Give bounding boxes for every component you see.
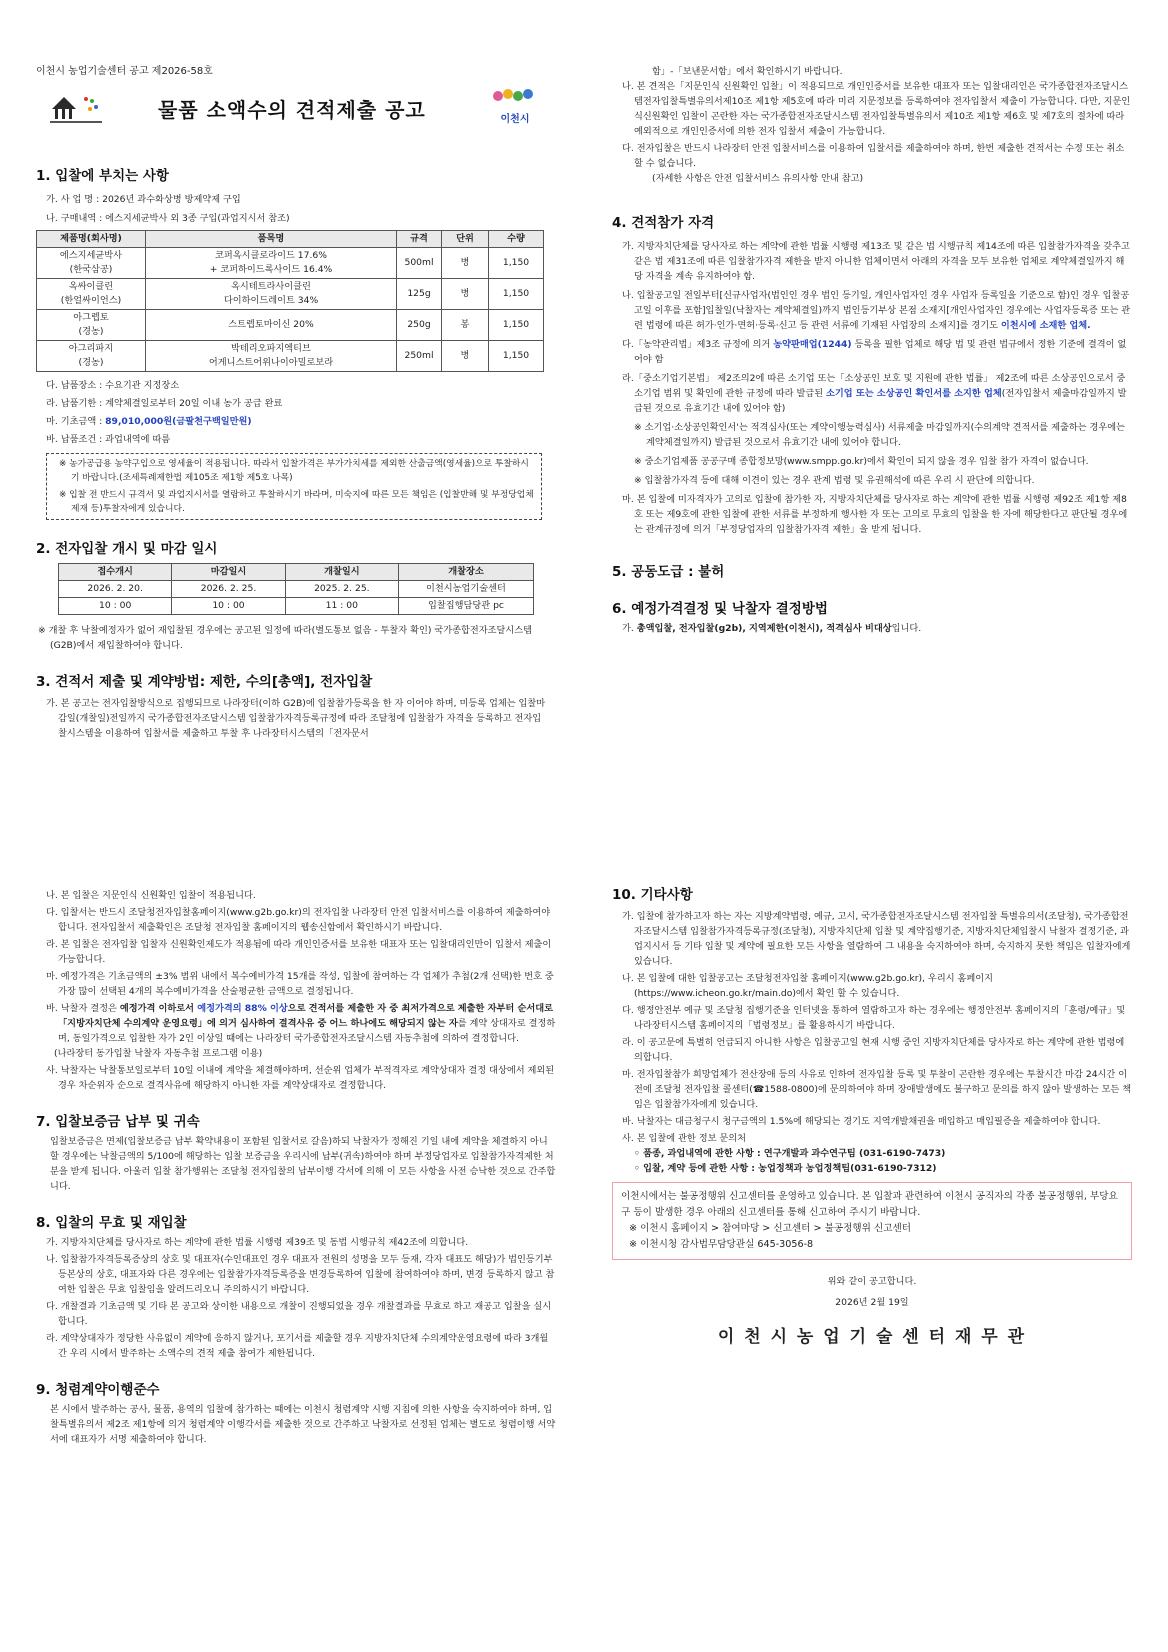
p2-s3-item-ba: 바. 낙찰자 결정은 예정가격 이하로서 예정가격의 88% 이상으로 견적서를 제출한 자 중 최저가격으로 제출한 자부터 순서대로 「지방자치단체 수의계약 운영요령」에 의거 심사하여 결격사유 중 어느 하나에도 해당되지 않는 자를 계약 상대자로 결정하며, 동일가격으로 입찰한 자가 2인 이상일 때에는 나라장터 국가종합전자조달시스템 자동추첨에 의하여 결정합니다. [46, 1003, 556, 1044]
unit-cell: 봉 [442, 310, 489, 341]
s1-note-box [46, 453, 542, 520]
schedule-cell: 2026. 2. 25. [172, 581, 285, 598]
unit-cell: 병 [442, 279, 489, 310]
col-header: 마감일시 [172, 564, 285, 581]
s3-item-da: 다. 전자입찰은 반드시 나라장터 안전 입찰서비스를 이용하여 입찰서를 제출하여야 하며, 한번 제출한 견적서는 수정 또는 취소할 수 없습니다. [622, 143, 1125, 169]
col-header: 접수개시 [59, 564, 172, 581]
s4-item-ma: 마. 본 입찰에 미자격자가 고의로 입찰에 참가한 자, 지방자치단체를 당사자로 하는 계약에 관한 법률 시행령 제92조 제1항 제8호 또는 제9호에 관한 입찰에 관한 서류를 부정하게 행사한 자 또는 고의로 무효의 입찰을 한 자에 해당한다고 판단될 경우에는 관계규정에 의거「부정당업자의 입찰참가자격 제한」을 받게 됩니다. [622, 494, 1128, 535]
s8-item-da: 다. 개찰결과 기초금액 및 기타 본 공고와 상이한 내용으로 개찰이 진행되었을 경우 개찰결과를 무효로 하고 재공고 입찰을 실시합니다. [46, 1301, 552, 1327]
s3-item-na: 나. 본 견적은「지문인식 신원확인 입찰」이 적용되므로 개인인증서를 보유한 대표자 또는 입찰대리인은 국가종합전자조달시스템전자입찰특별유의서제10조 제1항 제5호에 따라 미리 지문정보를 등록하여야 전자입찰서 제출이 가능합니다. 다만, 지문인식신원확인 입찰이 곤란한 자는 국가종합전자조달시스템 전자입찰특별유의서 제10조 제1항 제6호 및 제7호의 절차에 따라 예외적으로 개인인증서에 의한 전자 입찰서 제출이 가능합니다. [622, 81, 1131, 137]
contact-line-1: ◦ 품종, 과업내역에 관한 사항 : 연구개발과 과수연구팀 (031-6190-7473) [634, 1148, 946, 1159]
col-header: 규격 [397, 231, 442, 248]
city-emblem-icon [490, 85, 540, 107]
page2-right-column [612, 888, 1132, 1345]
signer-name: 이 천 시 농 업 기 술 센 터 재 무 관 [717, 1327, 1027, 1347]
s1-item-na: 나. 구매내역 : 에스지세균박사 외 3종 구입(과업지시서 참조) [46, 213, 290, 224]
schedule-table [58, 563, 534, 615]
s3-item-da-note: (자세한 사항은 안전 입찰서비스 유의사항 안내 참고) [652, 173, 864, 184]
p2-s3-item-na: 나. 본 입찰은 지문인식 신원확인 입찰이 적용됩니다. [46, 890, 256, 901]
section-10-title: 10. 기타사항 [612, 887, 693, 903]
report-center-phone: ※ 이천시청 감사법무담당관실 645-3056-8 [629, 1239, 814, 1250]
s1-note-1: ※ 농가공급용 농약구입으로 영세율이 적용됩니다. 따라서 입찰가격은 부가가치세를 제외한 산출금액(영세율)으로 투찰하시기 바랍니다.(조세특례제한법 제105조 제1항 제5호 나목) [59, 459, 529, 483]
table-row [37, 279, 544, 310]
schedule-cell: 10 : 00 [59, 598, 172, 615]
spec-cell: 500ml [397, 248, 442, 279]
s4-star-2: ※ 중소기업제품 공공구매 종합정보망(www.smpp.go.kr)에서 확인이 되지 않을 경우 입찰 참가 자격이 없습니다. [634, 456, 1089, 467]
section-4-title: 4. 견적참가 자격 [612, 215, 715, 231]
report-center-text: 이천시에서는 불공정행위 신고센터를 운영하고 있습니다. 본 입찰과 관련하여 이천시 공직자의 각종 불공정행위, 부당요구 등이 발생한 경우 아래의 신고센터를 통해 신고하여 주시기 바랍니다. [621, 1191, 1118, 1218]
product-cell: 에스지세균박사 (한국삼공) [37, 248, 146, 279]
s10-item-sa: 사. 본 입찰에 관한 정보 문의처 [622, 1133, 747, 1144]
schedule-cell: 이천시농업기술센터 [399, 581, 534, 598]
section-6-title: 6. 예정가격결정 및 낙찰자 결정방법 [612, 601, 828, 617]
s6-item-ga: 가. 총액입찰, 전자입찰(g2b), 지역제한(이천시), 적격심사 비대상입니다. [622, 623, 922, 634]
s1-item-da: 다. 납품장소 : 수요기관 지정장소 [46, 380, 180, 391]
section-7-title: 7. 입찰보증금 납부 및 귀속 [36, 1114, 200, 1130]
table-row [37, 248, 544, 279]
page1-left-column [36, 64, 546, 741]
unit-cell: 병 [442, 248, 489, 279]
p2-s3-item-ma: 마. 예정가격은 기초금액의 ±3% 범위 내에서 복수예비가격 15개를 작성, 입찰에 참여하는 각 업체가 추첨(2개 선택)한 번호 중 가장 많이 선택된 4개의 복수예비가격을 산술평균한 금액으로 결정됩니다. [46, 971, 554, 997]
schedule-cell: 2026. 2. 20. [59, 581, 172, 598]
schedule-cell: 11 : 00 [285, 598, 398, 615]
spec-cell: 250g [397, 310, 442, 341]
contact-line-2: ◦ 입찰, 계약 등에 관한 사항 : 농업정책과 농업정책팀(031-6190-7312) [634, 1163, 937, 1174]
p2-s3-item-ra: 라. 본 입찰은 전자입찰 입찰자 신원확인제도가 적용됨에 따라 개인인증서를 보유한 대표자 또는 입찰대리인만이 입찰서 제출이 가능합니다. [46, 939, 552, 965]
city-logo [488, 85, 542, 127]
p2-s3-item-sa: 사. 낙찰자는 낙찰통보일로부터 10일 이내에 계약을 체결해야하며, 선순위 업체가 부적격자로 계약상대자 결정 대상에서 제외된 경우 차순위자 순으로 결격사유에 해당하지 아니한 자를 계약상대자로 결정합니다. [46, 1065, 555, 1091]
page-title: 물품 소액수의 견적제출 공고 [158, 98, 426, 122]
schedule-cell: 입찰집행담당관 pc [399, 598, 534, 615]
s4-item-da: 다.「농약관리법」제3조 규정에 의거 농약판매업(1244) 등록을 필한 업체로 해당 법 및 관련 법규에서 정한 기준에 결격이 없어야 함 [622, 339, 1127, 365]
qty-cell: 1,150 [489, 248, 544, 279]
section-9-title: 9. 청렴계약이행준수 [36, 1382, 160, 1398]
s8-item-na: 나. 입찰참가자격등록증상의 상호 및 대표자(수인대표인 경우 대표자 전원의 성명을 모두 등재, 각자 대표도 해당)가 법인등기부등본상의 상호, 대표자와 다른 경우에는 입찰참가자격등록증을 변경등록하여 입찰에 참여하여야 하며, 변경 등록하지 않고 참여한 입찰은 무효 입찰임을 알려드리오니 주의하시기 바랍니다. [46, 1254, 555, 1295]
unit-cell: 병 [442, 341, 489, 372]
s1-item-ba: 바. 납품조건 : 과업내역에 따름 [46, 434, 171, 445]
qty-cell: 1,150 [489, 279, 544, 310]
product-table-header [37, 231, 544, 248]
title-row [36, 83, 546, 143]
s10-item-na: 나. 본 입찰에 대한 입찰공고는 조달청전자입찰 홈페이지(www.g2b.go.kr), 우리시 홈페이지(https://www.icheon.go.kr/main.do)에서 확인 할 수 있습니다. [622, 973, 993, 999]
s10-item-ga: 가. 입찰에 참가하고자 하는 자는 지방계약법령, 예규, 고시, 국가종합전자조달시스템 전자입찰 특별유의서(조달청), 국가종합전자조달시스템 입찰참가자격등록규정(조달청), 지방자치단체 입찰 및 계약집행기준, 지방자치단체입찰시 낙찰자 결정기준, 과업지시서 등 기타 입찰 및 계약에 필요한 모든 사항을 열람하여 그 내용을 숙지하여야 하며, 숙지하지 못한 책임은 입찰자에게 있습니다. [622, 911, 1131, 967]
s1-item-ga: 가. 사 업 명 : 2026년 과수화상병 방제약제 구입 [46, 194, 241, 205]
qty-cell: 1,150 [489, 310, 544, 341]
page1-right-column [612, 64, 1132, 636]
item-cell: 박테리오파지엑티브 어게니스트어위나이아밀로보라 [146, 341, 397, 372]
section-1-title: 1. 입찰에 부치는 사항 [36, 168, 169, 184]
city-logo-text: 이천시 [500, 114, 530, 125]
s4-star-3: ※ 입찰참가자격 등에 대해 이견이 있는 경우 관계 법령 및 유권해석에 따른 우리 시 판단에 의합니다. [634, 475, 1035, 486]
p2-s3-item-ba-note: (나라장터 동가입찰 낙찰자 자동추첨 프로그램 이용) [54, 1048, 263, 1059]
section-3-title: 3. 견적서 제출 및 계약방법: 제한, 수의[총액], 전자입찰 [36, 674, 373, 690]
s4-item-ra: 라.「중소기업기본법」 제2조의2에 따른 소기업 또는「소상공인 보호 및 지원에 관한 법률」 제2조에 따른 소상공인으로서 중소기업 범위 및 확인에 관한 규정에 따라 발급된 소기업 또는 소상공인 확인서를 소지한 업체(전자입찰서 제출마감일까지 발급된 것으로 유효기간 내에 있어야 함) [622, 373, 1127, 414]
table-row [37, 341, 544, 372]
s7-body: 입찰보증금은 면제(입찰보증금 납부 확약내용이 포함된 입찰서로 갈음)하되 낙찰자가 정해진 기일 내에 계약을 체결하지 아니 할 경우에는 낙찰금액의 5/100에 해당하는 입찰 보증금을 우리시에 납부(귀속)하여야 하며 부정당업자로 입찰참가자격제한 처분을 받게 됩니다. 아울러 입찰 참가행위는 조달청 전자입찰의 납부이행 각서에 의해 이 모든 사항을 사전 승낙한 것으로 간주합니다. [50, 1136, 556, 1192]
item-cell: 옥시테트라사이클린 다이하이드레이트 34% [146, 279, 397, 310]
base-amount: 89,010,000원(금팔천구백일만원) [105, 416, 252, 427]
product-cell: 아그렙토 (경농) [37, 310, 146, 341]
table-row [37, 310, 544, 341]
closing-line-1: 위와 같이 공고합니다. [827, 1276, 917, 1287]
col-header: 수량 [489, 231, 544, 248]
col-header: 품목명 [146, 231, 397, 248]
closing-date: 2026년 2월 19일 [835, 1297, 909, 1308]
s1-note-2: ※ 입찰 전 반드시 규격서 및 과업지시서를 열람하고 투찰하시기 바라며, 미숙지에 따른 모든 책임은 (입찰반해 및 부정당업체 제재 등)투찰자에게 있습니다. [59, 490, 534, 514]
schedule-cell: 10 : 00 [172, 598, 285, 615]
notice-number: 이천시 농업기술센터 공고 제2026-58호 [36, 66, 213, 77]
s8-item-ga: 가. 지방자치단체를 당사자로 하는 계약에 관한 법률 시행령 제39조 및 동법 시행규칙 제42조에 의합니다. [46, 1237, 469, 1248]
s10-item-ra: 라. 이 공고문에 특별히 언급되지 아니한 사항은 입찰공고일 현재 시행 중인 지방자치단체를 당사자로 하는 계약에 관한 법령에 의합니다. [622, 1037, 1125, 1063]
s10-item-da: 다. 행정안전부 예규 및 조달청 집행기준을 인터넷을 통하여 열람하고자 하는 경우에는 행정안전부 홈페이지의「훈령/예규」및 나라장터시스템 홈페이지의「법령정보」를 활용하시기 바랍니다. [622, 1005, 1126, 1031]
s2-note: ※ 개찰 후 낙찰예정자가 없어 재입찰된 경우에는 공고된 일정에 따라(별도통보 없음 - 투찰자 확인) 국가종합전자조달시스템(G2B)에서 재입찰하여야 합니다. [38, 625, 532, 651]
schedule-cell: 2025. 2. 25. [285, 581, 398, 598]
section-2-title: 2. 전자입찰 개시 및 마감 일시 [36, 541, 218, 557]
section-5-title: 5. 공동도급 : 불허 [612, 564, 725, 580]
s1-item-ra: 라. 납품기한 : 계약체결일로부터 20일 이내 농가 공급 완료 [46, 398, 283, 409]
table-row [59, 598, 534, 615]
s3-item-ga-cont: 함」-「보낸문서함」에서 확인하시기 바랍니다. [652, 66, 843, 77]
col-header: 개찰장소 [399, 564, 534, 581]
section-8-title: 8. 입찰의 무효 및 재입찰 [36, 1215, 187, 1231]
product-table [36, 230, 544, 372]
s10-item-ma: 마. 전자입찰참가 희망업체가 전산장애 등의 사유로 인하여 전자입찰 등록 및 투찰이 곤란한 경우에는 투찰시간 마감 24시간 이전에 조달청 전자입찰 콜센터(☎1588-0800)에 문의하여야 하며 장애발생에도 불구하고 문의를 하지 않아 발생하는 모든 책임은 입찰참가자에게 있습니다. [622, 1069, 1132, 1110]
report-center-box [612, 1182, 1132, 1260]
s4-star-1: ※ 소기업·소상공인확인서'는 적격심사(또는 계약이행능력심사) 서류제출 마감일까지(수의계약 견적서를 제출하는 경우에는 계약체결일까지) 발급된 것으로서 유효기간 내에 있어야 합니다. [634, 422, 1126, 448]
item-cell: 코퍼옥시클로라이드 17.6% + 코퍼하이드록사이드 16.4% [146, 248, 397, 279]
table-row [59, 581, 534, 598]
col-header: 제품명(회사명) [37, 231, 146, 248]
agri-center-logo [46, 89, 106, 127]
product-cell: 옥싸이클린 (한얼싸이언스) [37, 279, 146, 310]
col-header: 단위 [442, 231, 489, 248]
p2-s3-item-da: 다. 입찰서는 반드시 조달청전자입찰홈페이지(www.g2b.go.kr)의 전자입찰 나라장터 안전 입찰서비스를 이용하여 제출하여야 합니다. 전자입찰서 제출확인은 조달청 전자입찰 홈페이지의 웹송신함에서 확인하시기 바랍니다. [46, 907, 551, 933]
page2-left-column [36, 888, 556, 1447]
s8-item-ra: 라. 계약상대자가 정당한 사유없이 계약에 응하지 않거나, 포기서를 제출할 경우 지방자치단체 수의계약운영요령에 따라 3개월간 우리 시에서 발주하는 소액수의 견적 제출 참여가 제한됩니다. [46, 1333, 549, 1359]
item-cell: 스트렙토마이신 20% [146, 310, 397, 341]
report-center-path: ※ 이천시 홈페이지 > 참여마당 > 신고센터 > 불공정행위 신고센터 [629, 1223, 912, 1234]
s9-body: 본 시에서 발주하는 공사, 물품, 용역의 입찰에 참가하는 때에는 이천시 청렴계약 시행 지침에 의한 사항을 숙지하여야 하며, 입찰특별유의서 제2조 제1항에 의거 청렴계약 이행각서를 제출한 것으로 간주하고 낙찰자로 선정된 업체는 별도로 청렴이행 서약서에 대표자가 서명 제출하여야 합니다. [50, 1404, 556, 1445]
s10-item-ba: 바. 낙찰자는 대금청구시 청구금액의 1.5%에 해당되는 경기도 지역개발채권을 매입하고 매입필증을 제출하여야 합니다. [622, 1116, 1101, 1127]
s3-item-ga: 가. 본 공고는 전자입찰방식으로 집행되므로 나라장터(이하 G2B)에 입찰참가등록을 한 자 이어야 하며, 미등록 업체는 입찰마감일(개찰일)전일까지 국가종합전자조달시스템 입찰참가자격등록규정에 따라 조달청에 입찰참가 자격을 등록하고 전자입찰시스템을 이용하여 입찰서를 제출하고 투찰 후 나라장터시스템의「전자문서 [46, 698, 546, 739]
qty-cell: 1,150 [489, 341, 544, 372]
spec-cell: 250ml [397, 341, 442, 372]
s1-item-ma: 마. 기초금액 : 89,010,000원(금팔천구백일만원) [46, 416, 252, 427]
col-header: 개찰일시 [285, 564, 398, 581]
spec-cell: 125g [397, 279, 442, 310]
schedule-header [59, 564, 534, 581]
product-cell: 아그리파지 (경농) [37, 341, 146, 372]
s4-item-ga: 가. 지방자치단체를 당사자로 하는 계약에 관한 법률 시행령 제13조 및 같은 법 시행규칙 제14조에 따른 입찰참가자격을 갖추고 같은 법 제31조에 따른 입찰참가자격 제한을 받지 아니한 업체이면서 아래의 자격을 모두 보유한 업체로 계약체결일까지 해당 자격을 계속 유지하여야 함. [622, 241, 1130, 282]
s4-item-na: 나. 입찰공고일 전일부터[신규사업자(법인인 경우 법인 등기일, 개인사업자인 경우 사업자 등록일을 기준으로 함)인 경우 입찰공고일 이후를 포함]입찰일(낙찰자는 계약체결일)까지 법인등기부상 본점 소재지[개인사업자인 경우에는 사업자등록증 또는 관련 법령에 따른 허가·인가·면허·등록·신고 등 관련 서류에 기재된 사업장의 소재지]를 경기도 이천시에 소재한 업체. [622, 290, 1131, 331]
